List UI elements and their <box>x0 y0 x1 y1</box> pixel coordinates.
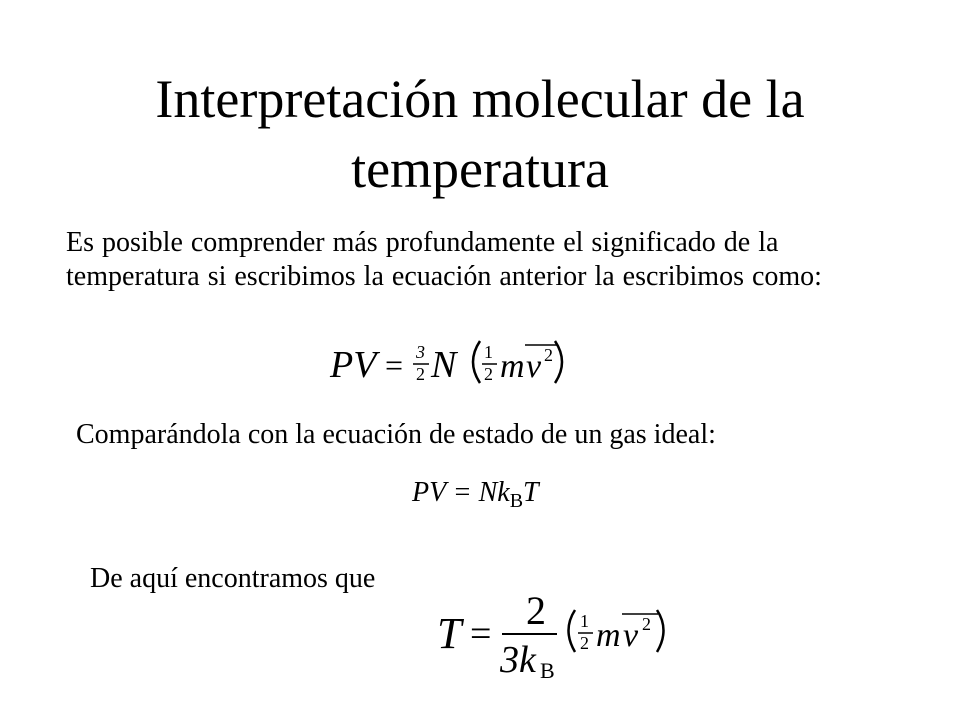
eq-t-frac2-den: 2 <box>580 633 589 653</box>
eq-ideal-rhs: T <box>523 477 539 508</box>
equation-temperature <box>432 590 682 690</box>
equation-ideal-gas <box>412 476 539 518</box>
eq-pv-n: N <box>431 344 457 386</box>
eq-t-right-paren <box>657 610 664 652</box>
intro-paragraph: Es posible comprender más profundamente el significado de la temperatura si escribimos la ecuación anterior la escribimos como: <box>66 227 822 292</box>
eq-pv-frac1-den: 2 <box>416 364 425 384</box>
compare-paragraph: Comparándola con la ecuación de estado de un gas ideal: <box>76 419 716 450</box>
eq-pv-left-paren <box>473 341 480 383</box>
eq-pv-frac2-den: 2 <box>484 364 493 384</box>
equation-pv-kinetic <box>330 335 570 385</box>
eq-pv-v: v <box>526 348 542 385</box>
eq-ideal-sub: B <box>509 490 524 512</box>
eq-t-v: v <box>623 617 639 654</box>
eq-t-exp: 2 <box>642 614 651 634</box>
slide-title <box>0 64 960 204</box>
eq-t-den-sub: B <box>540 658 555 683</box>
eq-pv-equals: = <box>385 347 404 383</box>
title-line-1: Interpretación molecular de la <box>155 69 805 129</box>
eq-t-num: 2 <box>526 588 546 633</box>
eq-pv-exp: 2 <box>544 345 553 365</box>
eq-t-left-paren <box>569 610 576 652</box>
title-line-2: temperatura <box>351 139 609 199</box>
eq-t-den: 3k <box>500 639 536 681</box>
eq-t-frac2-num: 1 <box>580 611 589 631</box>
eq-ideal-lhs: PV = Nk <box>412 477 510 508</box>
eq-t-equals: = <box>470 613 492 655</box>
eq-pv-lhs: PV <box>330 344 377 386</box>
eq-t-m: m <box>596 617 621 654</box>
eq-pv-m: m <box>500 348 525 385</box>
eq-t-lhs: T <box>437 609 462 658</box>
eq-pv-right-paren <box>555 341 562 383</box>
eq-pv-frac1-num: 3 <box>416 342 425 362</box>
conclude-paragraph: De aquí encontramos que <box>90 563 376 594</box>
eq-pv-frac2-num: 1 <box>484 342 493 362</box>
